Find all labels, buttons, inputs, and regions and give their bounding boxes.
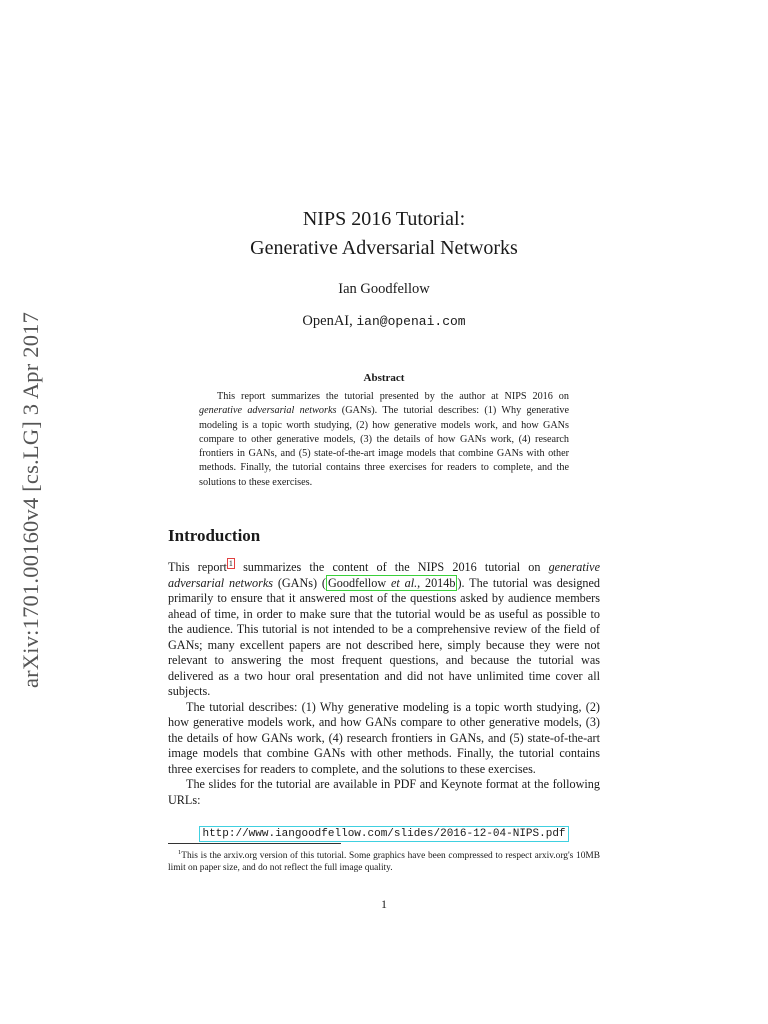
introduction-body xyxy=(168,560,600,808)
author-name: Ian Goodfellow xyxy=(338,281,430,297)
intro-p1-text-a: This report xyxy=(168,560,227,575)
intro-p1-text-b: summarizes the content of the NIPS 2016 tutorial on xyxy=(234,560,549,575)
paper-title xyxy=(168,205,600,263)
arxiv-identifier-stamp xyxy=(15,283,47,716)
abstract-text-1: This report summarizes the tutorial presented by the author at NIPS 2016 on xyxy=(217,391,569,402)
abstract-term: generative adversarial networks xyxy=(199,405,337,417)
intro-paragraph-2: The tutorial describes: (1) Why generative modeling is a topic worth studying, (2) how generative models work, and how GANs compare to other generative models, (3) the details of how GANs work, (4) research frontiers in GANs, and (5) state-of-the-art image models that combine GANs with other methods. Finally, the tutorial contains three exercises for readers to complete, and the solutions to these exercises. xyxy=(168,699,600,776)
footnote-text: This is the arxiv.org version of this tutorial. Some graphics have been compressed to respect arxiv.org's 10MB limit on paper size, and do not reflect the full image quality. xyxy=(168,851,600,874)
author-email: ian@openai.com xyxy=(356,314,466,329)
abstract-heading: Abstract xyxy=(363,372,405,384)
intro-paragraph-1 xyxy=(168,560,600,700)
affiliation-org: OpenAI, xyxy=(302,313,353,329)
author-affiliation xyxy=(168,312,600,331)
slides-url-line xyxy=(168,823,600,842)
intro-paragraph-3: The slides for the tutorial are available in PDF and Keynote format at the following URLs: xyxy=(168,777,600,807)
intro-term: generative adversarial networks xyxy=(168,560,600,590)
citation-etal: et al. xyxy=(391,575,418,590)
arxiv-identifier-text: arXiv:1701.00160v4 [cs.LG] 3 Apr 2017 xyxy=(18,311,44,688)
citation-link[interactable] xyxy=(326,575,458,591)
abstract-body xyxy=(199,390,569,490)
page-number: 1 xyxy=(381,897,387,911)
introduction-heading: Introduction xyxy=(168,526,261,545)
intro-p1-text-d: ). The tutorial was designed primarily to ensure that it answered most of the questions asked by audience members ahead of time, in order to make sure that the tutorial would be as useful as possible to the audience. This tutorial is not intended to be a comprehensive review of the field of GANs; many excellent papers are not described here, simply because they were not relevant to answering the most frequent questions, and because the tutorial was delivered as a two hour oral presentation and did not have unlimited time cover all subjects. xyxy=(168,575,601,699)
abstract-text-2: (GANs). The tutorial describes: (1) Why generative modeling is a topic worth studying, (2) how generative models work, and how GANs compare to other generative models, (3) the details of how GANs work, (4) research frontiers in GANs, and (5) state-of-the-art image models that combine GANs with other methods. Finally, the tutorial contains three exercises for readers to complete, and the solutions to these exercises. xyxy=(199,405,569,488)
slides-url-link[interactable]: http://www.iangoodfellow.com/slides/2016-12-04-NIPS.pdf xyxy=(199,826,568,842)
footnote xyxy=(168,847,600,874)
footnote-link[interactable]: 1 xyxy=(228,559,233,568)
title-line-1: NIPS 2016 Tutorial: xyxy=(302,208,466,230)
footnote-rule xyxy=(168,843,341,844)
intro-p1-text-c: (GANs) ( xyxy=(273,575,326,590)
footnote-mark: 1 xyxy=(178,849,182,856)
title-line-2: Generative Adversarial Networks xyxy=(250,237,518,259)
citation-year: , 2014b xyxy=(417,575,456,590)
citation-author: Goodfellow xyxy=(327,575,391,590)
